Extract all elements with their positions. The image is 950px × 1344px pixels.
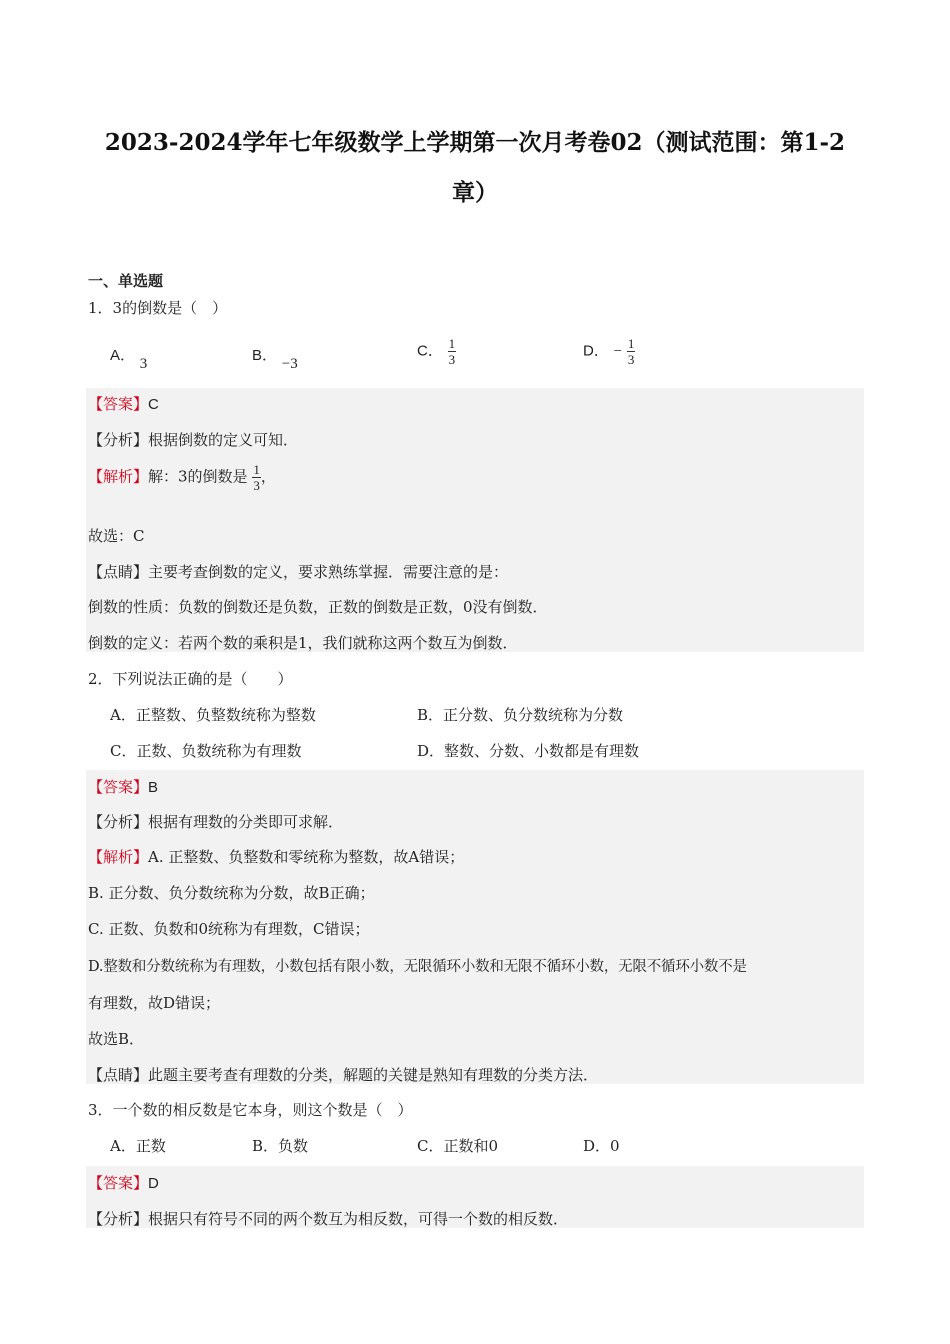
q1-solution (88, 462, 276, 493)
q2-comment (88, 1064, 598, 1085)
q1-option-d-numerator: 1 (627, 336, 635, 351)
q1-option-b-value: −3 (281, 356, 298, 372)
q3-answer (88, 1172, 159, 1193)
q1-option-a-value: 3 (139, 356, 148, 372)
q2-solution-4b: 有理数，故D错误； (88, 994, 221, 1012)
q1-note-1: 倒数的性质：负数的倒数还是负数，正数的倒数是正数，0没有倒数． (88, 598, 548, 616)
q3-stem: 3．一个数的相反数是它本身，则这个数是（ ） (88, 1101, 413, 1119)
q3-analysis-text: 根据只有符号不同的两个数互为相反数，可得一个数的相反数． (148, 1210, 569, 1228)
q1-option-d (583, 336, 635, 367)
q1-note-2: 倒数的定义：若两个数的乘积是1，我们就称这两个数互为倒数． (88, 634, 518, 652)
q3-answer-value: D (148, 1175, 159, 1192)
q1-option-a-letter: A． (110, 347, 136, 364)
q1-choice: 故选：C (88, 527, 145, 545)
q1-answer (88, 393, 159, 414)
q2-answer-tag: 【答案】 (88, 778, 149, 796)
q1-solution-denominator: 3 (253, 478, 260, 493)
q2-stem: 2．下列说法正确的是（ ） (88, 670, 293, 688)
q1-option-c-fraction (448, 336, 457, 367)
q2-choice: 故选B． (88, 1030, 145, 1048)
q1-solution-tag: 【解析】 (88, 467, 149, 486)
q2-solution-3: C. 正数、负数和0统称为有理数，C错误； (88, 920, 370, 938)
section-heading: 一、单选题 (88, 272, 164, 290)
q2-analysis-tag: 【分析】 (88, 813, 149, 831)
q2-option-b: B．正分数、负分数统称为分数 (417, 706, 624, 724)
q1-solution-prefix: 解：3的倒数是 (148, 467, 248, 486)
title-line-2: 章） (452, 179, 498, 206)
q3-analysis-tag: 【分析】 (88, 1210, 149, 1228)
q1-option-c-letter: C． (417, 342, 443, 360)
q1-answer-tag: 【答案】 (88, 395, 149, 413)
q3-option-d: D．0 (583, 1137, 620, 1155)
q1-option-c-numerator: 1 (448, 336, 456, 351)
q3-answer-tag: 【答案】 (88, 1174, 149, 1192)
q1-option-d-fraction (627, 336, 636, 367)
q1-option-d-denominator: 3 (627, 352, 635, 367)
q2-solution-4a: D.整数和分数统称为有理数，小数包括有限小数，无限循环小数和无限不循环小数，无限不循环小数不是 (88, 959, 747, 975)
q2-solution-tag: 【解析】 (88, 848, 149, 866)
q3-option-a: A．正数 (110, 1137, 166, 1155)
q2-comment-text: 此题主要考查有理数的分类，解题的关键是熟知有理数的分类方法． (148, 1066, 599, 1084)
q1-analysis (88, 429, 298, 450)
q1-answer-value: C (148, 396, 159, 413)
q1-comment-text: 主要考查倒数的定义，要求熟练掌握．需要注意的是： (148, 563, 509, 581)
q1-option-a (110, 344, 148, 372)
q2-analysis (88, 811, 343, 832)
q2-answer (88, 776, 158, 797)
q2-solution-2: B. 正分数、负分数统称为分数，故B正确； (88, 884, 375, 902)
q3-analysis (88, 1208, 568, 1229)
q2-option-c: C．正数、负数统称为有理数 (110, 742, 302, 760)
q3-option-c: C．正数和0 (417, 1137, 499, 1155)
title-line-1: 2023-2024学年七年级数学上学期第一次月考卷02（测试范围：第1-2 (104, 129, 846, 156)
q1-option-d-sign: − (613, 343, 623, 360)
q1-solution-suffix: ， (260, 467, 276, 486)
q3-option-b: B．负数 (252, 1137, 309, 1155)
q1-option-b (252, 344, 298, 372)
q1-comment (88, 561, 508, 582)
q1-option-c-denominator: 3 (448, 352, 456, 367)
q1-option-b-letter: B． (252, 347, 278, 364)
q2-option-d: D．整数、分数、小数都是有理数 (417, 742, 640, 760)
q1-solution-fraction (252, 462, 261, 493)
q1-option-d-letter: D． (583, 342, 609, 360)
q2-analysis-text: 根据有理数的分类即可求解． (148, 813, 344, 831)
q2-comment-tag: 【点睛】 (88, 1066, 149, 1084)
q2-option-a: A．正整数、负整数统称为整数 (110, 706, 316, 724)
q2-solution-1-text: A. 正整数、负整数和零统称为整数，故A错误； (148, 848, 465, 866)
q1-solution-numerator: 1 (253, 462, 260, 477)
q2-answer-value: B (148, 779, 159, 796)
q1-analysis-tag: 【分析】 (88, 431, 149, 449)
q1-analysis-text: 根据倒数的定义可知． (148, 431, 299, 449)
q1-stem: 1．3的倒数是（ ） (88, 299, 228, 317)
q2-solution-1 (88, 846, 464, 867)
q1-comment-tag: 【点睛】 (88, 563, 149, 581)
q1-option-c (417, 336, 456, 367)
document-title (90, 118, 860, 218)
